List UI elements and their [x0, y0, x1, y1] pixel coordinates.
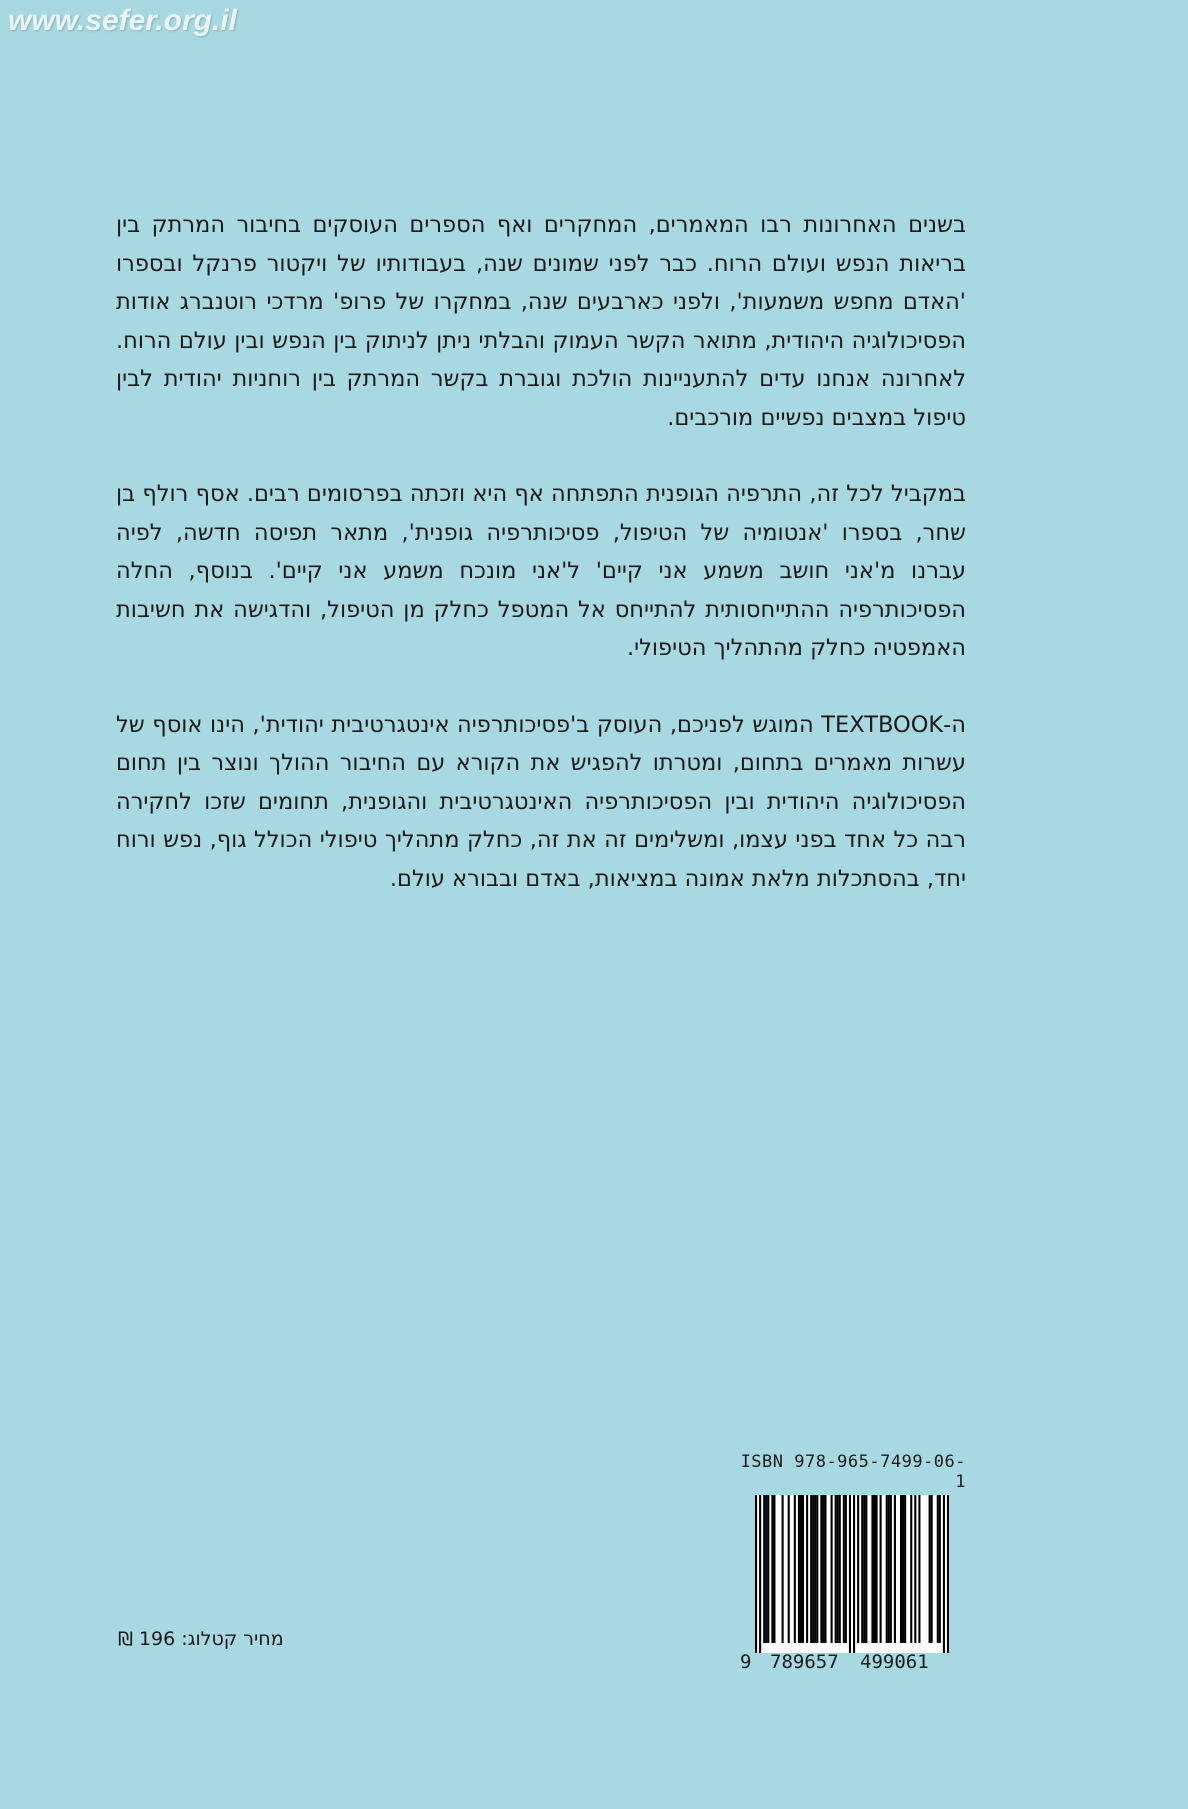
- barcode-bar: [788, 1495, 790, 1643]
- barcode-bar: [802, 1495, 804, 1643]
- isbn-block: [740, 1452, 966, 1675]
- barcode-bar: [771, 1495, 773, 1643]
- barcode-bar: [763, 1495, 765, 1643]
- barcode-bar: [849, 1495, 851, 1653]
- barcode-bar: [910, 1495, 912, 1643]
- barcode-bar: [767, 1495, 769, 1643]
- barcode-bar: [918, 1495, 920, 1643]
- barcode-bar: [798, 1495, 800, 1643]
- barcode-bar: [853, 1495, 855, 1653]
- barcode-bar: [810, 1495, 812, 1643]
- barcode-bar: [773, 1495, 775, 1643]
- barcode-first-digit: 9: [740, 1651, 752, 1673]
- barcode-bar: [824, 1495, 826, 1643]
- barcode-bar: [875, 1495, 877, 1643]
- barcode-left-group: 789657: [770, 1651, 839, 1673]
- barcode-bar: [886, 1495, 888, 1643]
- barcode-bar: [888, 1495, 890, 1643]
- catalog-price: מחיר קטלוג: 196 ₪: [118, 1628, 284, 1650]
- barcode-bar: [831, 1495, 833, 1643]
- barcode-bar: [755, 1495, 757, 1653]
- barcode-bar: [947, 1495, 949, 1653]
- paragraph-2: במקביל לכל זה, התרפיה הגופנית התפתחה אף היא וזכתה בפרסומים רבים. אסף רולף בן שחר, בספרו 'אנטומיה של הטיפול, פסיכותרפיה גופנית', מתאר תפיסה חדשה, לפיה עברנו מ'אני חושב משמע אני קיים' ל'אני מונכח משמע אני קיים'. בנוסף, החלה הפסיכותרפיה ההתייחסותית להתייחס אל המטפל כחלק מן הטיפול, והדגישה את חשיבות האמפטיה כחלק מהתהליך הטיפולי.: [116, 481, 966, 661]
- barcode-bar: [837, 1495, 839, 1643]
- barcode-bar: [873, 1495, 875, 1643]
- barcode-bar: [800, 1495, 802, 1643]
- barcode-bar: [861, 1495, 863, 1643]
- barcode-bar: [939, 1495, 941, 1643]
- isbn-label: ISBN 978-965-7499-06-1: [740, 1452, 966, 1492]
- barcode-bar: [845, 1495, 847, 1643]
- barcode-bar: [931, 1495, 933, 1643]
- barcode-bar: [865, 1495, 867, 1643]
- barcode-bar: [902, 1495, 904, 1643]
- back-cover-text: [116, 206, 966, 936]
- barcode-bar: [794, 1495, 796, 1643]
- barcode-bar: [914, 1495, 916, 1643]
- barcode-bar: [759, 1495, 761, 1653]
- barcode-bar: [812, 1495, 814, 1643]
- barcode: [755, 1495, 949, 1653]
- barcode-bar: [820, 1495, 822, 1643]
- barcode-bar: [814, 1495, 816, 1643]
- watermark: www.sefer.org.il: [8, 4, 237, 37]
- barcode-bar: [765, 1495, 767, 1643]
- barcode-digits: [740, 1651, 966, 1675]
- barcode-bar: [806, 1495, 808, 1643]
- barcode-bar: [943, 1495, 945, 1653]
- barcode-bar: [782, 1495, 784, 1643]
- barcode-right-group: 499061: [860, 1651, 929, 1673]
- barcode-bar: [894, 1495, 896, 1643]
- paragraph-1: בשנים האחרונות רבו המאמרים, המחקרים ואף הספרים העוסקים בחיבור המרתק בין בריאות הנפש ועולם הרוח. כבר לפני שמונים שנה, בעבודותיו של ויקטור פרנקל ובספרו 'האדם מחפש משמעות', ולפני כארבעים שנה, במחקרו של פרופ' מרדכי רוטנברג אודות הפסיכולוגיה היהודית, מתואר הקשר העמוק והבלתי ניתן לניתוק בין הנפש ובין עולם הרוח. לאחרונה אנחנו עדים להתעניינות הולכת וגוברת בקשר המרתק בין רוחניות יהודית לבין טיפול במצבים נפשיים מורכבים.: [116, 212, 966, 431]
- barcode-bar: [822, 1495, 824, 1643]
- barcode-bar: [863, 1495, 865, 1643]
- barcode-bar: [929, 1495, 931, 1643]
- barcode-bar: [843, 1495, 845, 1643]
- barcode-bar: [871, 1495, 873, 1643]
- barcode-bar: [816, 1495, 818, 1643]
- barcode-bar: [839, 1495, 841, 1643]
- barcode-bar: [890, 1495, 892, 1643]
- barcode-bar: [904, 1495, 906, 1643]
- barcode-bar: [880, 1495, 882, 1643]
- barcode-bar: [900, 1495, 902, 1643]
- barcode-bar: [857, 1495, 859, 1643]
- barcode-bar: [835, 1495, 837, 1643]
- barcode-bar: [937, 1495, 939, 1643]
- paragraph-3: ה-TEXTBOOK המוגש לפניכם, העוסק ב'פסיכותרפיה אינטגרטיבית יהודית', הינו אוסף של עשרות מאמרים בתחום, ומטרתו להפגיש את הקורא עם החיבור ההולך ונוצר בין תחום הפסיכולוגיה היהודית ובין הפסיכותרפיה האינטגרטיבית והגופנית, תחומים שזכו לחקירה רבה כל אחד בפני עצמו, ומשלימים זה את זה, כחלק מתהליך טיפולי הכולל גוף, נפש ורוח יחד, בהסתכלות מלאת אמונה במציאות, באדם ובבורא עולם.: [116, 711, 966, 892]
